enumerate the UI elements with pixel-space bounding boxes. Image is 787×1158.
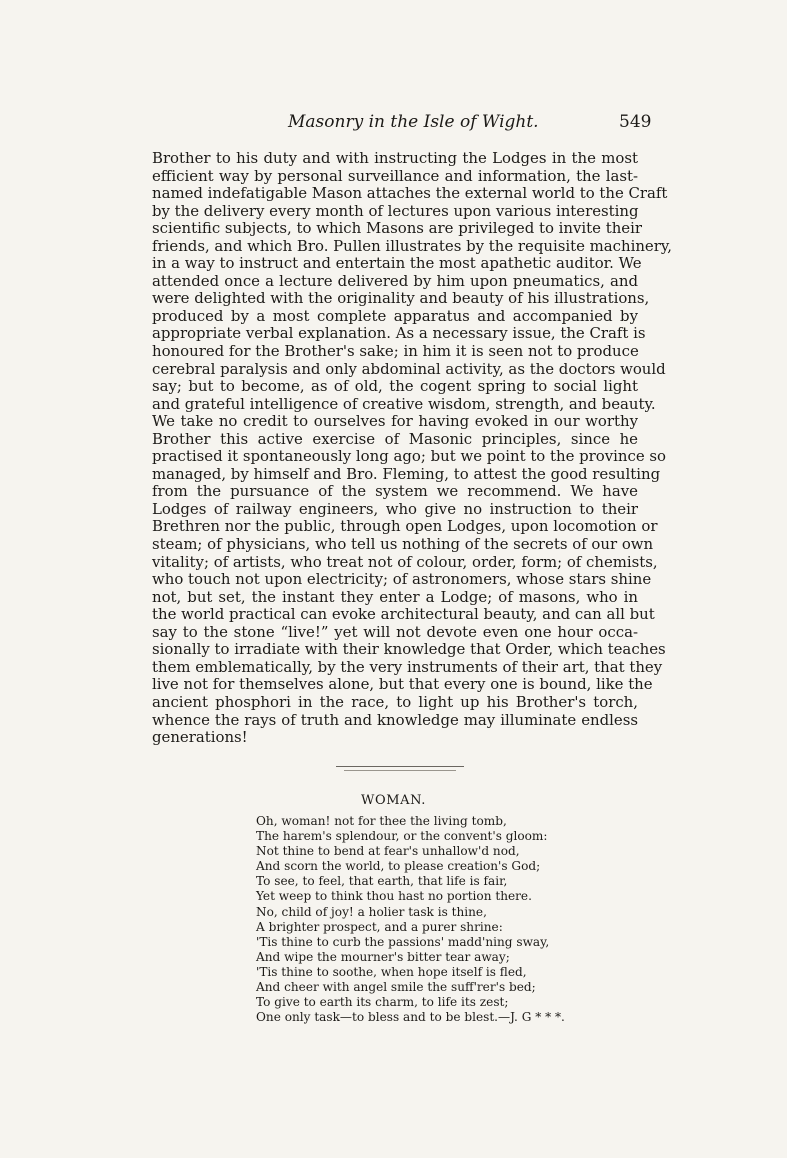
body-line: cerebral paralysis and only abdominal activity, as the doctors would <box>152 359 666 378</box>
body-line: the world practical can evoke architectural beauty, and can all but <box>152 605 655 624</box>
body-line: ancient phosphori in the race, to light up his Brother's torch, <box>152 692 638 711</box>
body-line: managed, by himself and Bro. Fleming, to attest the good resulting <box>152 464 661 483</box>
body-line: from the pursuance of the system we recommend. We have <box>152 482 638 501</box>
poem-line: Yet weep to think thou hast no portion there. <box>256 889 532 904</box>
body-line: steam; of physicians, who tell us nothing of the secrets of our own <box>152 535 654 554</box>
body-line: and grateful intelligence of creative wisdom, strength, and beauty. <box>152 394 656 413</box>
body-line: whence the rays of truth and knowledge may illuminate endless <box>152 710 638 729</box>
poem-line: And scorn the world, to please creation's God; <box>256 859 541 874</box>
body-line: Brother this active exercise of Masonic principles, since he <box>152 429 638 448</box>
body-line: were delighted with the originality and beauty of his illustrations, <box>152 289 650 308</box>
poem-line: To see, to feel, that earth, that life is fair, <box>256 874 508 889</box>
body-line: not, but set, the instant they enter a Lodge; of masons, who in <box>152 587 638 606</box>
poem-line: And wipe the mourner's bitter tear away; <box>256 949 510 964</box>
section-divider-underline <box>344 770 456 771</box>
poem-line: A brighter prospect, and a purer shrine: <box>256 919 503 934</box>
body-line: practised it spontaneously long ago; but we point to the province so <box>152 447 666 466</box>
body-line: them emblematically, by the very instruments of their art, that they <box>152 657 663 676</box>
body-line: Lodges of railway engineers, who give no instruction to their <box>152 499 638 518</box>
poem-line: 'Tis thine to soothe, when hope itself is fled, <box>256 964 527 979</box>
poem-line: One only task—to bless and to be blest.—J. G * * *. <box>256 1010 565 1025</box>
article-body <box>152 149 673 747</box>
poem-line: To give to earth its charm, to life its zest; <box>256 995 509 1010</box>
body-line: say to the stone “live!” yet will not devote even one hour occa- <box>152 622 638 641</box>
body-line: We take no credit to ourselves for having evoked in our worthy <box>152 412 638 431</box>
body-line: who touch not upon electricity; of astronomers, whose stars shine <box>152 570 652 589</box>
body-line: by the delivery every month of lectures upon various interesting <box>152 201 639 220</box>
running-title: Masonry in the Isle of Wight. <box>288 112 539 132</box>
poem-line: Not thine to bend at fear's unhallow'd nod, <box>256 844 520 859</box>
body-line: produced by a most complete apparatus and accompanied by <box>152 306 638 325</box>
body-line: vitality; of artists, who treat not of colour, order, form; of chemists, <box>152 552 658 571</box>
poem-title: WOMAN. <box>361 793 426 808</box>
poem-line: Oh, woman! not for thee the living tomb, <box>256 814 507 828</box>
section-divider <box>336 766 464 767</box>
body-line: in a way to instruct and entertain the most apathetic auditor. We <box>152 254 642 273</box>
body-line: attended once a lecture delivered by him upon pneumatics, and <box>152 271 638 290</box>
poem-line: 'Tis thine to curb the passions' madd'ning sway, <box>256 934 550 949</box>
body-line: appropriate verbal explanation. As a necessary issue, the Craft is <box>152 324 646 343</box>
body-line: generations! <box>152 728 248 747</box>
poem-line: No, child of joy! a holier task is thine, <box>256 904 487 919</box>
body-line: sionally to irradiate with their knowledge that Order, which teaches <box>152 640 666 659</box>
body-line: efficient way by personal surveillance and information, the last- <box>152 166 638 185</box>
body-line: Brother to his duty and with instructing the Lodges in the most <box>152 149 638 167</box>
body-line: friends, and which Bro. Pullen illustrates by the requisite machinery, <box>152 236 673 255</box>
running-header <box>0 112 787 138</box>
body-line: live not for themselves alone, but that every one is bound, like the <box>152 675 653 694</box>
body-line: scientific subjects, to which Masons are privileged to invite their <box>152 219 642 238</box>
page-number: 549 <box>619 112 652 132</box>
poem-body <box>256 814 616 1025</box>
poem-line: The harem's splendour, or the convent's gloom: <box>256 829 548 844</box>
body-line: say; but to become, as of old, the cogent spring to social light <box>152 377 638 396</box>
poem-line: And cheer with angel smile the suff'rer's bed; <box>256 980 536 995</box>
body-line: Brethren nor the public, through open Lodges, upon locomotion or <box>152 517 658 536</box>
body-line: named indefatigable Mason attaches the external world to the Craft <box>152 184 668 203</box>
body-line: honoured for the Brother's sake; in him it is seen not to produce <box>152 342 639 361</box>
